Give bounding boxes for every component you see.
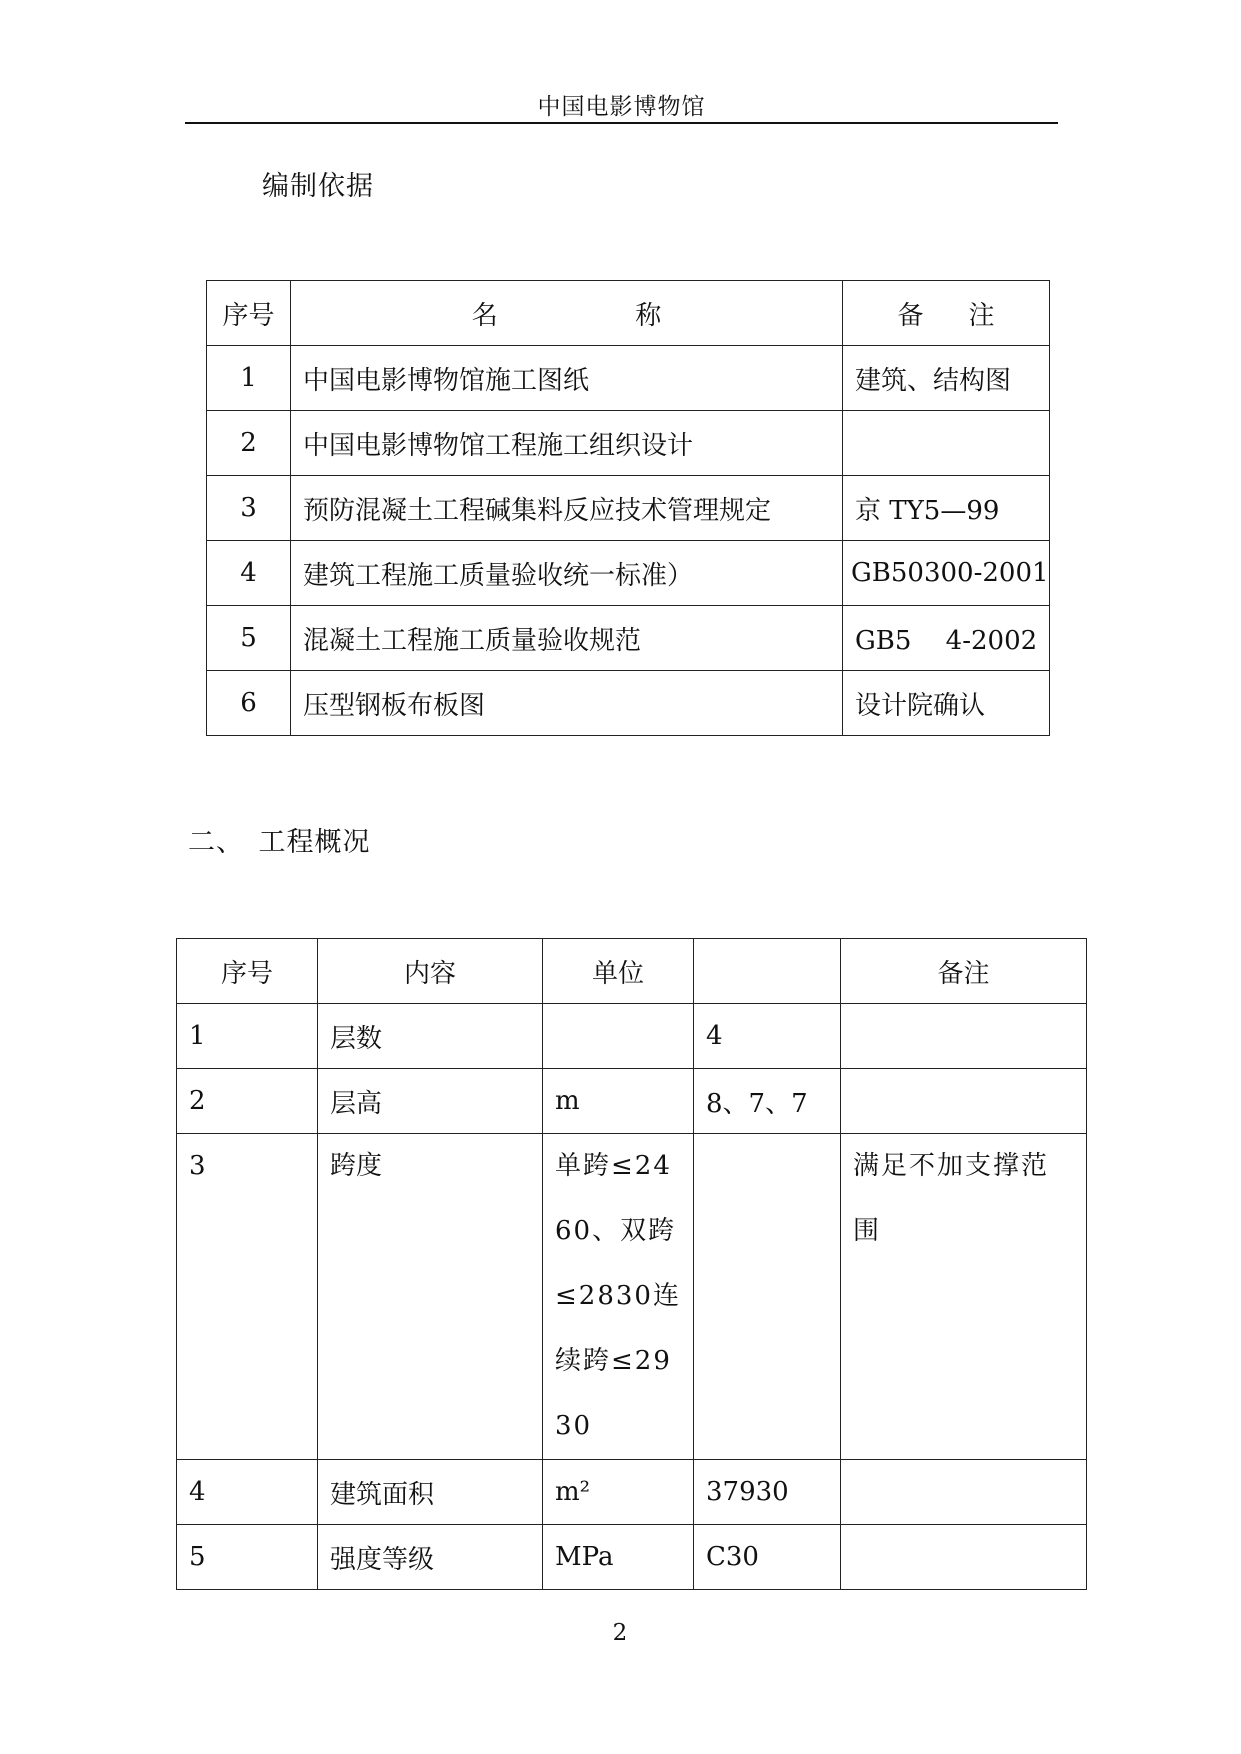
row-unit: m: [543, 1069, 694, 1134]
table-row: [207, 411, 1050, 476]
row-value: [694, 1134, 841, 1460]
header-divider: [185, 122, 1058, 124]
row-unit: m²: [543, 1460, 694, 1525]
row-no: 1: [177, 1004, 318, 1069]
row-content: 建筑面积: [318, 1460, 543, 1525]
row-note: GB5 4-2002: [843, 606, 1050, 671]
header-name-char: 称: [635, 300, 662, 331]
basis-table: [206, 280, 1050, 736]
row-note: 设计院确认: [843, 671, 1050, 736]
row-no: 2: [177, 1069, 318, 1134]
table-header-row: [207, 281, 1050, 346]
row-note: [841, 1525, 1087, 1590]
table-row: [207, 671, 1050, 736]
header-note: [843, 281, 1050, 346]
section-heading-basis: 编制依据: [262, 171, 374, 202]
row-unit: [543, 1004, 694, 1069]
row-name: 中国电影博物馆工程施工组织设计: [291, 411, 843, 476]
row-note: [843, 411, 1050, 476]
row-no: 5: [177, 1525, 318, 1590]
row-note: 满足不加支撑范围: [841, 1134, 1087, 1460]
row-name: 压型钢板布板图: [291, 671, 843, 736]
row-content: 强度等级: [318, 1525, 543, 1590]
row-name: 中国电影博物馆施工图纸: [291, 346, 843, 411]
header-note-char: 注: [968, 300, 995, 331]
page-header-title: 中国电影博物馆: [537, 94, 706, 120]
row-content: 跨度: [318, 1134, 543, 1460]
header-unit: 单位: [543, 939, 694, 1004]
row-no: 3: [207, 476, 291, 541]
row-note: 建筑、结构图: [843, 346, 1050, 411]
row-value: 37930: [694, 1460, 841, 1525]
page-number: 2: [612, 1620, 628, 1646]
overview-table: [176, 938, 1087, 1590]
table-row: [207, 346, 1050, 411]
row-content: 层高: [318, 1069, 543, 1134]
row-no: 1: [207, 346, 291, 411]
row-note: GB50300-2001: [843, 541, 1050, 606]
header-name-char: 名: [471, 300, 498, 331]
table-row: [177, 1134, 1087, 1460]
row-unit: 单跨≤2460、双跨≤2830连续跨≤2930: [543, 1134, 694, 1460]
row-value: C30: [694, 1525, 841, 1590]
table-header-row: [177, 939, 1087, 1004]
header-note-char: 备: [897, 300, 924, 331]
row-no: 2: [207, 411, 291, 476]
row-name: 混凝土工程施工质量验收规范: [291, 606, 843, 671]
row-no: 4: [177, 1460, 318, 1525]
header-content: 内容: [318, 939, 543, 1004]
header-value: [694, 939, 841, 1004]
header-name: [291, 281, 843, 346]
row-no: 5: [207, 606, 291, 671]
row-name: 预防混凝土工程碱集料反应技术管理规定: [291, 476, 843, 541]
table-row: [207, 606, 1050, 671]
table-row: [207, 476, 1050, 541]
table-row: [177, 1069, 1087, 1134]
row-value: 8、7、7: [694, 1069, 841, 1134]
row-no: 3: [177, 1134, 318, 1460]
header-no: 序号: [207, 281, 291, 346]
header-no: 序号: [177, 939, 318, 1004]
row-note: [841, 1460, 1087, 1525]
row-name: 建筑工程施工质量验收统一标准）: [291, 541, 843, 606]
row-value: 4: [694, 1004, 841, 1069]
section-heading-overview: 二、 工程概况: [188, 827, 371, 858]
row-note: [841, 1004, 1087, 1069]
row-note: 京 TY5—99: [843, 476, 1050, 541]
table-row: [207, 541, 1050, 606]
row-content: 层数: [318, 1004, 543, 1069]
header-note: 备注: [841, 939, 1087, 1004]
table-row: [177, 1004, 1087, 1069]
table-row: [177, 1525, 1087, 1590]
table-row: [177, 1460, 1087, 1525]
row-no: 4: [207, 541, 291, 606]
row-unit: MPa: [543, 1525, 694, 1590]
row-note: [841, 1069, 1087, 1134]
row-no: 6: [207, 671, 291, 736]
